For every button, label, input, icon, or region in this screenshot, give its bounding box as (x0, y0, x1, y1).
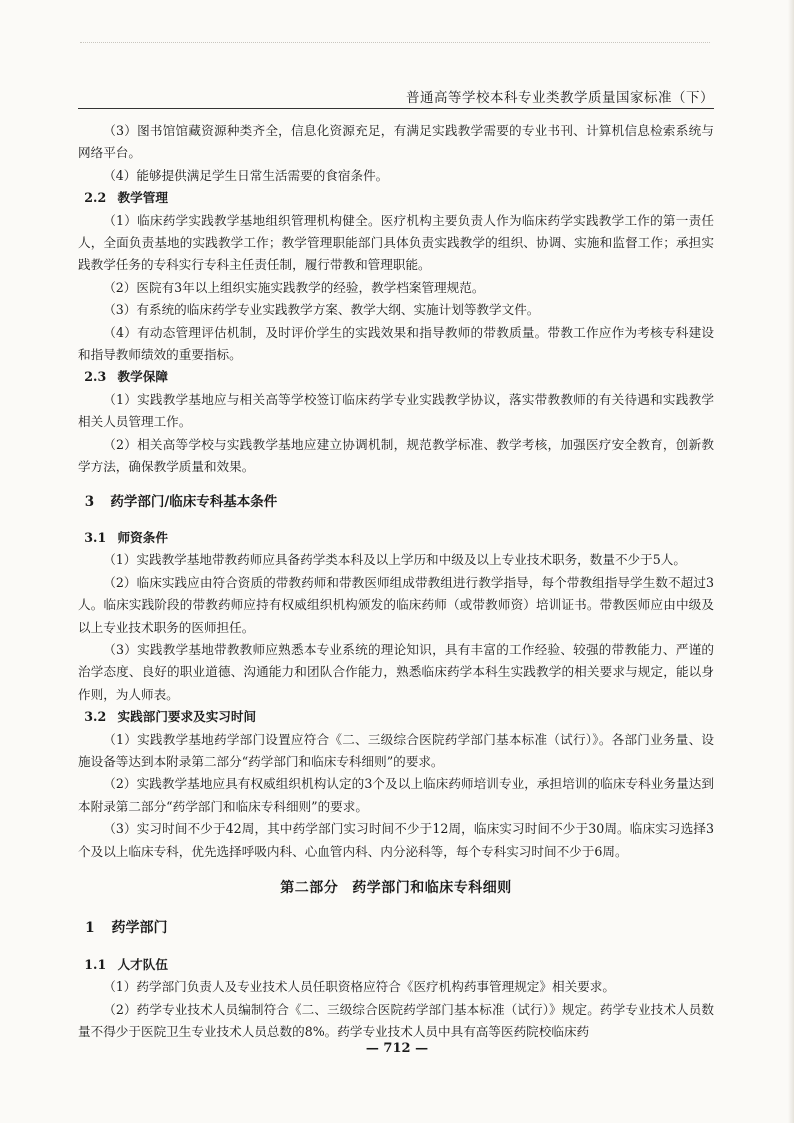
paragraph: （1）实践教学基地应与相关高等学校签订临床药学专业实践教学协议，落实带教教师的有关待遇和实践教学相关人员管理工作。 (78, 391, 714, 430)
running-header: 普通高等学校本科专业类教学质量国家标准（下） (406, 90, 714, 106)
heading-text: 教学管理 (117, 190, 168, 206)
paragraph: （3）实习时间不少于42周，其中药学部门实习时间不少于12周，临床实习时间不少于30周。临床实习选择3个及以上临床专科，优先选择呼吸内科、心血管内科、内分泌科等，每个专科实习时间不少于6周。 (78, 821, 714, 859)
paragraph: （3）实践教学基地带教教师应熟悉本专业系统的理论知识，具有丰富的工作经验、较强的带教能力、严谨的治学态度、良好的职业道德、沟通能力和团队合作能力，熟悉临床药学本科生实践教学的相关要求与规定，能以身作则，为人师表。 (78, 641, 714, 702)
paragraph: （1）实践教学基地带教药师应具备药学类本科及以上学历和中级及以上专业技术职务，数量不少于5人。 (103, 552, 686, 568)
heading-number: 第二部分 (280, 880, 339, 896)
page-edge-shadow (788, 0, 794, 1123)
paragraph: （2）药学专业技术人员编制符合《二、三级综合医院药学部门基本标准（试行）》规定。药学专业技术人员数量不得少于医院卫生专业技术人员总数的8%。药学专业技术人员中具有高等医药院校临床药 (78, 1001, 714, 1040)
body-text (78, 120, 714, 1043)
scan-artifact (80, 42, 710, 45)
heading-number: 3 (84, 493, 95, 510)
paragraph: （3）有系统的临床药学专业实践教学方案、教学大纲、实施计划等教学文件。 (103, 302, 540, 318)
heading-number: 2.2 (84, 190, 107, 206)
paragraph: （4）有动态管理评估机制，及时评价学生的实践效果和指导教师的带教质量。带教工作应作为考核专科建设和指导教师绩效的重要指标。 (78, 324, 714, 363)
heading-text: 教学保障 (117, 369, 168, 385)
page-number: — 712 — (365, 1041, 429, 1056)
paragraph: （2）临床实践应由符合资质的带教药师和带教医师组成带教组进行教学指导，每个带教组指导学生数不超过3人。临床实践阶段的带教药师应持有权威组织机构颁发的临床药师（或带教师资）培训证书。带教医师应由中级及以上专业技术职务的医师担任。 (78, 574, 714, 635)
header-rule (78, 108, 714, 109)
paragraph: （3）图书馆馆藏资源种类齐全，信息化资源充足，有满足实践教学需要的专业书刊、计算机信息检索系统与网络平台。 (78, 123, 714, 161)
subsection-heading (78, 366, 714, 388)
heading-text: 药学部门 (111, 920, 168, 937)
subsection-heading (78, 187, 714, 209)
subsection-heading (78, 706, 714, 728)
paragraph: （1）临床药学实践教学基地组织管理机构健全。医疗机构主要负责人作为临床药学实践教学工作的第一责任人，全面负责基地的实践教学工作；教学管理职能部门具体负责实践教学的组织、协调、实施和监督工作；承担实践教学任务的专科实行专科主任责任制，履行带教和管理职能。 (78, 212, 714, 273)
paragraph: （2）相关高等学校与实践教学基地应建立协调机制，规范教学标准、教学考核，加强医疗安全教育，创新教学方法，确保教学质量和效果。 (78, 436, 714, 475)
heading-number: 1.1 (84, 956, 107, 972)
paragraph: （2）医院有3年以上组织实施实践教学的经验，教学档案管理规范。 (103, 279, 485, 295)
paragraph: （2）实践教学基地应具有权威组织机构认定的3个及以上临床药师培训专业，承担培训的临床专科业务量达到本附录第二部分“药学部门和临床专科细则”的要求。 (78, 776, 714, 814)
paragraph: （1）实践教学基地药学部门设置应符合《二、三级综合医院药学部门基本标准（试行）》。各部门业务量、设施设备等达到本附录第二部分“药学部门和临床专科细则”的要求。 (78, 731, 714, 769)
heading-text: 师资条件 (117, 529, 168, 545)
heading-text: 实践部门要求及实习时间 (117, 709, 257, 725)
heading-text: 药学部门和临床专科细则 (352, 880, 512, 896)
paragraph: （1）药学部门负责人及专业技术人员任职资格应符合《医疗机构药事管理规定》相关要求。 (103, 979, 615, 995)
heading-number: 3.2 (84, 709, 107, 725)
heading-number: 2.3 (84, 369, 107, 385)
heading-text: 人才队伍 (117, 956, 168, 972)
subsection-heading (78, 954, 714, 976)
subsection-heading (78, 527, 714, 549)
part-title (78, 877, 714, 899)
section-heading (78, 491, 714, 513)
paragraph: （4）能够提供满足学生日常生活需要的食宿条件。 (103, 167, 389, 183)
heading-number: 1 (85, 920, 95, 937)
heading-number: 3.1 (84, 529, 107, 545)
heading-text: 药学部门/临床专科基本条件 (110, 493, 278, 510)
section-heading (78, 917, 714, 939)
